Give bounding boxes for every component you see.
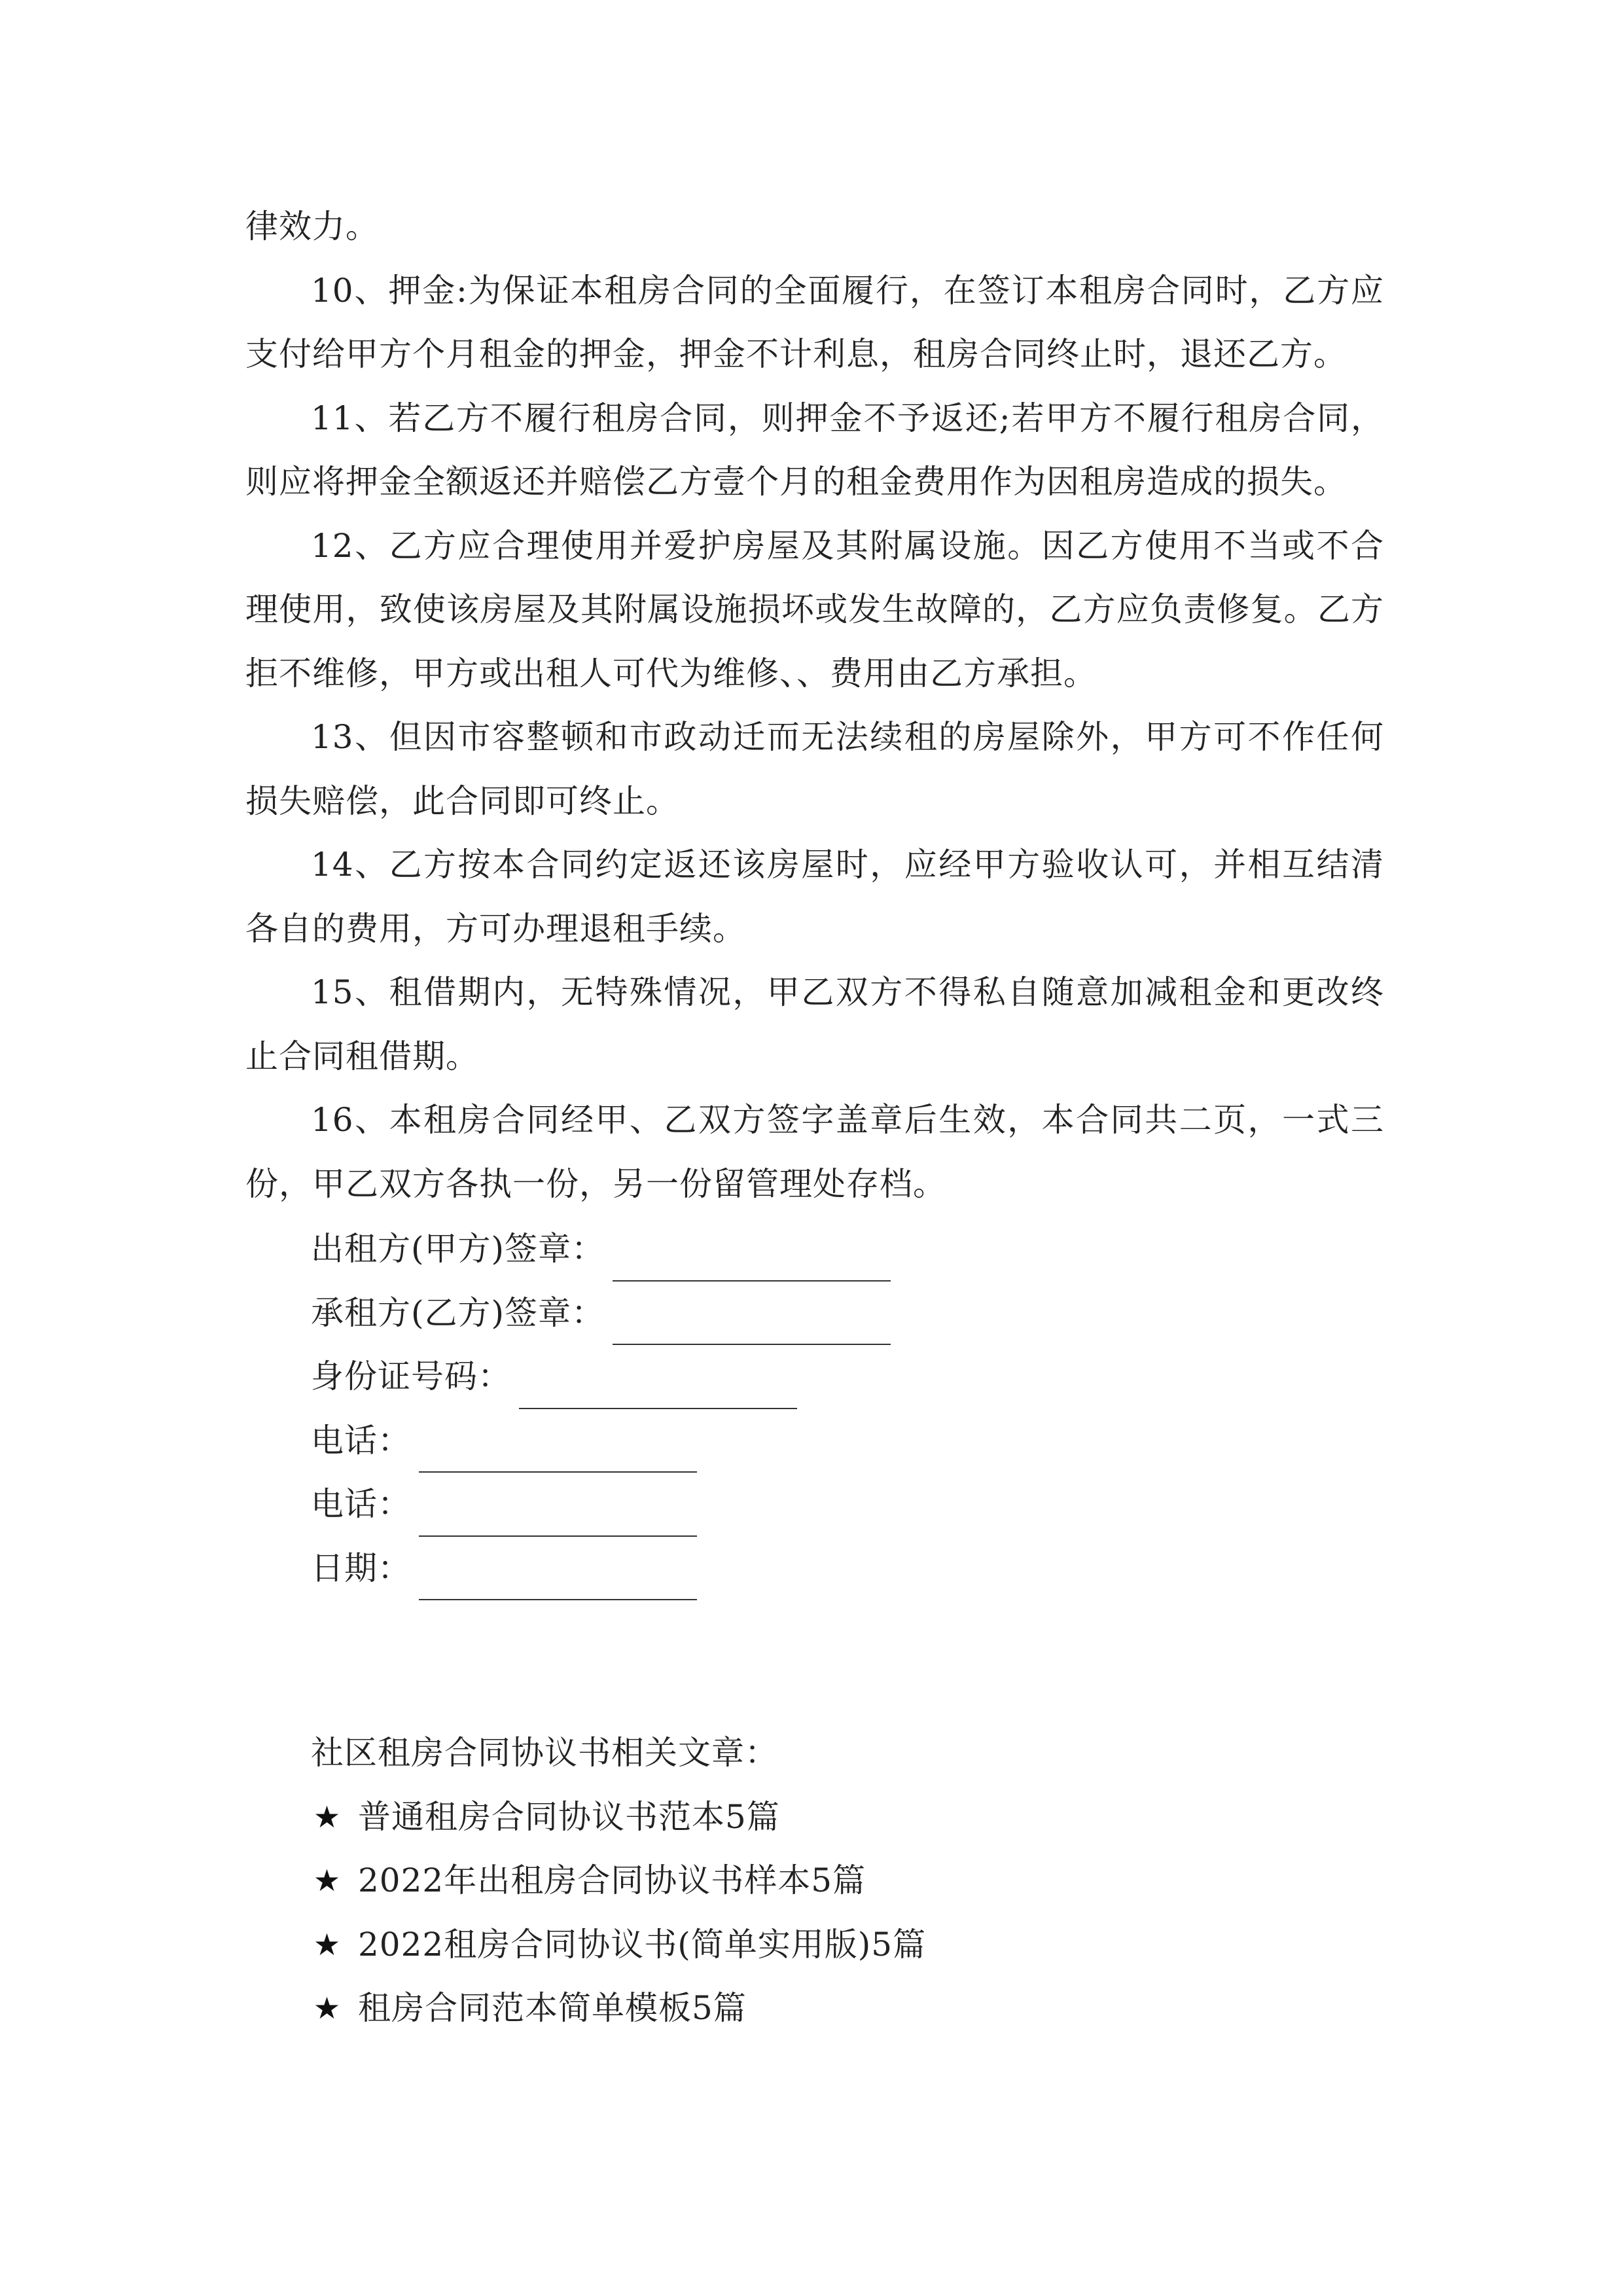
related-article-title[interactable]: 2022租房合同协议书(简单实用版)5篇 [358, 1925, 927, 1964]
signature-label: 日期： [311, 1549, 411, 1587]
signature-label: 电话： [311, 1421, 411, 1460]
paragraph-continuation: 律效力。 [245, 207, 379, 245]
signature-label: 电话： [311, 1485, 411, 1523]
signature-field-phone-2 [311, 1473, 891, 1537]
signature-section [311, 1217, 891, 1600]
signature-blank-line [613, 1320, 891, 1345]
signature-field-lessor [311, 1217, 891, 1282]
star-icon: ★ [313, 1799, 342, 1835]
star-icon: ★ [313, 1863, 342, 1898]
paragraph-clause-10: 10、押金:为保证本租房合同的全面履行，在签订本租房合同时，乙方应支付给甲方个月租金的押金，押金不计利息，租房合同终止时，退还乙方。 [245, 271, 1384, 373]
paragraph-clause-16: 16、本租房合同经甲、乙双方签字盖章后生效，本合同共二页，一式三份，甲乙双方各执一份，另一份留管理处存档。 [245, 1101, 1384, 1203]
contract-body [245, 195, 1384, 1216]
related-article-link[interactable] [311, 1913, 926, 1977]
related-article-title[interactable]: 2022年出租房合同协议书样本5篇 [358, 1861, 866, 1899]
related-article-link[interactable] [311, 1849, 926, 1913]
paragraph-clause-13: 13、但因市容整顿和市政动迁而无法续租的房屋除外，甲方可不作任何损失赔偿，此合同即可终止。 [245, 718, 1384, 820]
paragraph-clause-15: 15、租借期内，无特殊情况，甲乙双方不得私自随意加减租金和更改终止合同租借期。 [245, 973, 1384, 1075]
signature-field-date [311, 1537, 891, 1601]
related-article-title[interactable]: 普通租房合同协议书范本5篇 [358, 1797, 780, 1836]
signature-field-id-number [311, 1345, 891, 1409]
signature-label: 身份证号码： [311, 1357, 511, 1395]
star-icon: ★ [313, 1990, 342, 2026]
paragraph-clause-14: 14、乙方按本合同约定返还该房屋时，应经甲方验收认可，并相互结清各自的费用，方可办理退租手续。 [245, 846, 1384, 948]
signature-blank-line [613, 1257, 891, 1282]
related-article-link[interactable] [311, 1785, 926, 1850]
signature-field-lessee [311, 1282, 891, 1346]
signature-label: 出租方(甲方)签章： [311, 1230, 605, 1268]
signature-blank-line [419, 1448, 697, 1473]
signature-label: 承租方(乙方)签章： [311, 1293, 605, 1332]
paragraph-clause-12: 12、乙方应合理使用并爱护房屋及其附属设施。因乙方使用不当或不合理使用，致使该房屋及其附属设施损坏或发生故障的，乙方应负责修复。乙方拒不维修，甲方或出租人可代为维修、、费用由乙方承担。 [245, 526, 1384, 692]
paragraph-clause-11: 11、若乙方不履行租房合同，则押金不予返还;若甲方不履行租房合同，则应将押金全额返还并赔偿乙方壹个月的租金费用作为因租房造成的损失。 [245, 399, 1384, 501]
signature-blank-line [419, 1575, 697, 1600]
related-articles-heading: 社区租房合同协议书相关文章： [311, 1734, 778, 1772]
related-articles [311, 1721, 926, 2041]
signature-field-phone-1 [311, 1409, 891, 1473]
signature-blank-line [419, 1512, 697, 1537]
signature-blank-line [519, 1384, 797, 1409]
related-article-title[interactable]: 租房合同范本简单模板5篇 [358, 1989, 747, 2027]
star-icon: ★ [313, 1926, 342, 1962]
related-article-link[interactable] [311, 1977, 926, 2041]
